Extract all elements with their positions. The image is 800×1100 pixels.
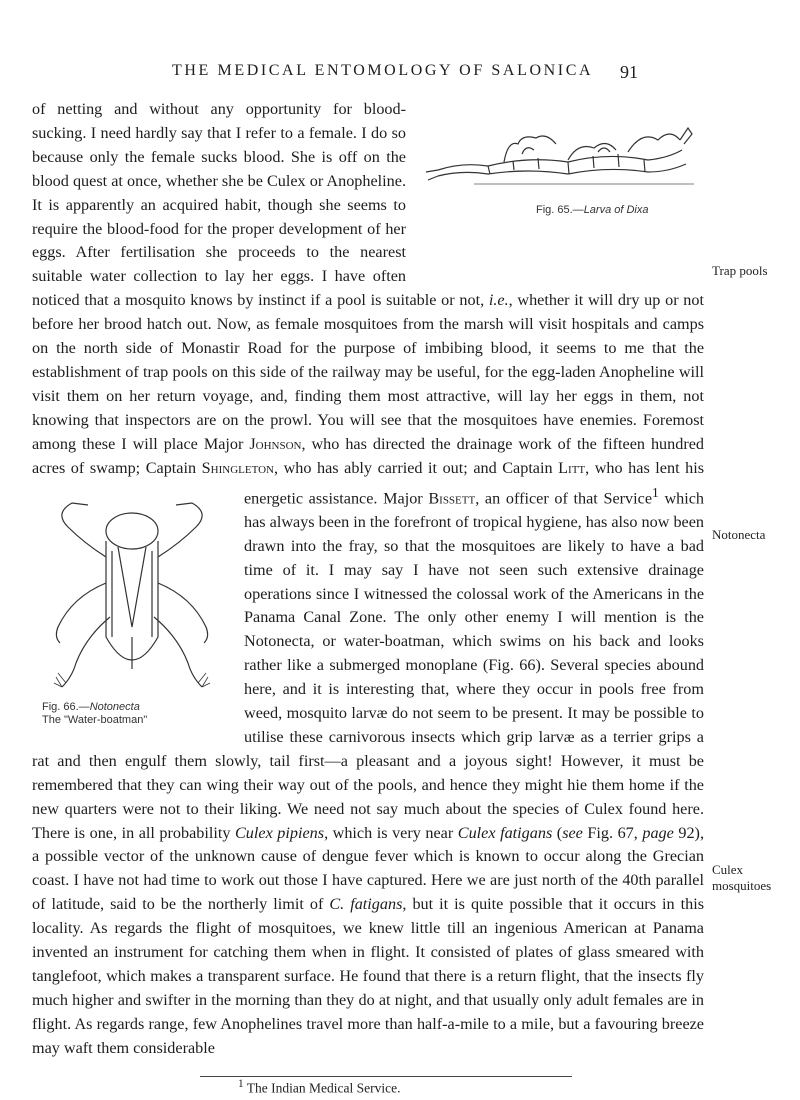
species-name: C. fatigans [329, 895, 403, 914]
person-name: Shingleton [201, 458, 274, 477]
paragraph-part: Fig. 67, [582, 823, 643, 842]
figure-66-label: Fig. 66.— [42, 700, 90, 713]
figure-65-label: Fig. 65.— [536, 204, 584, 216]
species-name: Culex pipiens [235, 823, 325, 842]
figure-66-title: Notonecta [89, 700, 140, 713]
person-name: Johnson [249, 434, 302, 453]
paragraph-part: of netting and without any opportunity for blood-sucking. I need hardly say that I refer to a female. I do so because only the female sucks blood. She is off on the blood quest at once, whether she be Culex or Anopheline. It is apparently an acquired habit, though she seems to require the blood-food for the proper development of her eggs. After fertilisation she proceeds to the nearest suitable water collection to lay her eggs. I have often noticed that a mosquito knows by instinct if a pool is suitable or not, [32, 100, 489, 310]
paragraph-part: , which is very near [324, 823, 458, 842]
person-name: Litt [558, 458, 586, 477]
figure-65-title: Larva of Dixa [583, 204, 649, 216]
running-title: THE MEDICAL ENTOMOLOGY OF SALONICA [172, 62, 594, 79]
paragraph-part: , an officer of that Service [475, 488, 653, 507]
figure-66 [32, 487, 230, 737]
margin-note-culex-mosquitoes: Culex mosquitoes [712, 862, 772, 893]
body-text [32, 98, 704, 1061]
footnote-number: 1 [238, 1078, 244, 1090]
footnote-text: The Indian Medical Service. [246, 1080, 401, 1096]
dixa-larva-illustration [418, 104, 704, 194]
figure-65 [418, 104, 704, 266]
paragraph-part: , but it is quite possible that it occurs in this locality. As regards the flight of mosquitoes, we knew little till an ingenious American at Panama invented an instrument for catching them when in flight. It consisted of plates of glass smeared with tanglefoot, which makes a transparent surface. He found that there is a return flight, that the insects fly much higher and swifter in the morning than they do at night, and that usually only adult females are in flight. As regards range, few Anophelines travel more than half-a-mile to a mile, but a favouring breeze may waft them considerable [32, 895, 704, 1057]
paragraph-part: which has always been in the forefront of tropical hygiene, has also now been drawn into the fray, so that the mosquitoes are likely to have a bad time of it. I may say I have not seen such extensive drainage operations since I witnessed the colossal work of the Americans in the Panama Canal Zone. The only other enemy I will mention is the Notonecta, or water-boatman, which swims on his back and looks rather like a submerged monoplane (Fig. 66). Several species abound here, and it is interesting that, where they occur in pools free from weed, mosquito larvæ do not seem to be present. It may be possible to utilise these carnivorous insects which grip larvæ as a terrier grips a rat and then engulf them slowly, tail first—a pleasant and a joyous sight! However, it must be remembered that they can wing their way out of the pools, and hence they might hie them home if the new quarters were not to their liking. We need not say much about the species of Culex found here. There is one, in all probability [32, 488, 704, 842]
paragraph-part: ( [552, 823, 563, 842]
footnote-divider [200, 1076, 572, 1077]
figure-65-caption [536, 204, 704, 217]
species-name: Culex fatigans [457, 823, 553, 842]
figure-66-caption [42, 701, 230, 727]
person-name: Bissett [428, 488, 476, 507]
italic-abbreviation: i.e. [488, 291, 509, 310]
paragraph-part: , who has directed the drainage work of the fifteen hundred acres of swamp; Captain [32, 434, 704, 477]
footnote [238, 1078, 400, 1097]
paragraph-part: , who has ably carried it out; and Captain [274, 458, 559, 477]
margin-note-trap-pools: Trap pools [712, 263, 768, 278]
page-header [0, 62, 800, 84]
italic-word: page [642, 823, 674, 842]
paragraph-part: , whether it will dry up or not before her brood hatch out. Now, as female mosquitoes from the marsh will visit hospitals and camps on the north side of Monastir Road for the purpose of imbibing blood, it seems to me that the establishment of trap pools on this side of the railway may be useful, for the egg-laden Anopheline will visit them on her return voyage, and, finding them most attractive, will lay her eggs in them, not knowing that inspectors are on the prowl. You will see that the mosquitoes have enemies. Foremost among these I will place Major [32, 291, 704, 453]
margin-note-notonecta: Notonecta [712, 527, 766, 542]
paragraph-part: 92), a possible vector of the unknown cause of dengue fever which is known to occur along the Grecian coast. I have not had time to work out those I have captured. Here we are just north of the 40th parallel of latitude, said to be the northerly limit of [32, 823, 704, 914]
footnote-marker: 1 [652, 484, 659, 500]
figure-66-subtitle: The "Water-boatman" [42, 713, 148, 726]
italic-word: see [562, 823, 583, 842]
notonecta-illustration [32, 487, 230, 699]
page-number: 91 [620, 62, 638, 82]
paragraph-part: , who has lent his energetic assistance. Major [244, 458, 705, 507]
